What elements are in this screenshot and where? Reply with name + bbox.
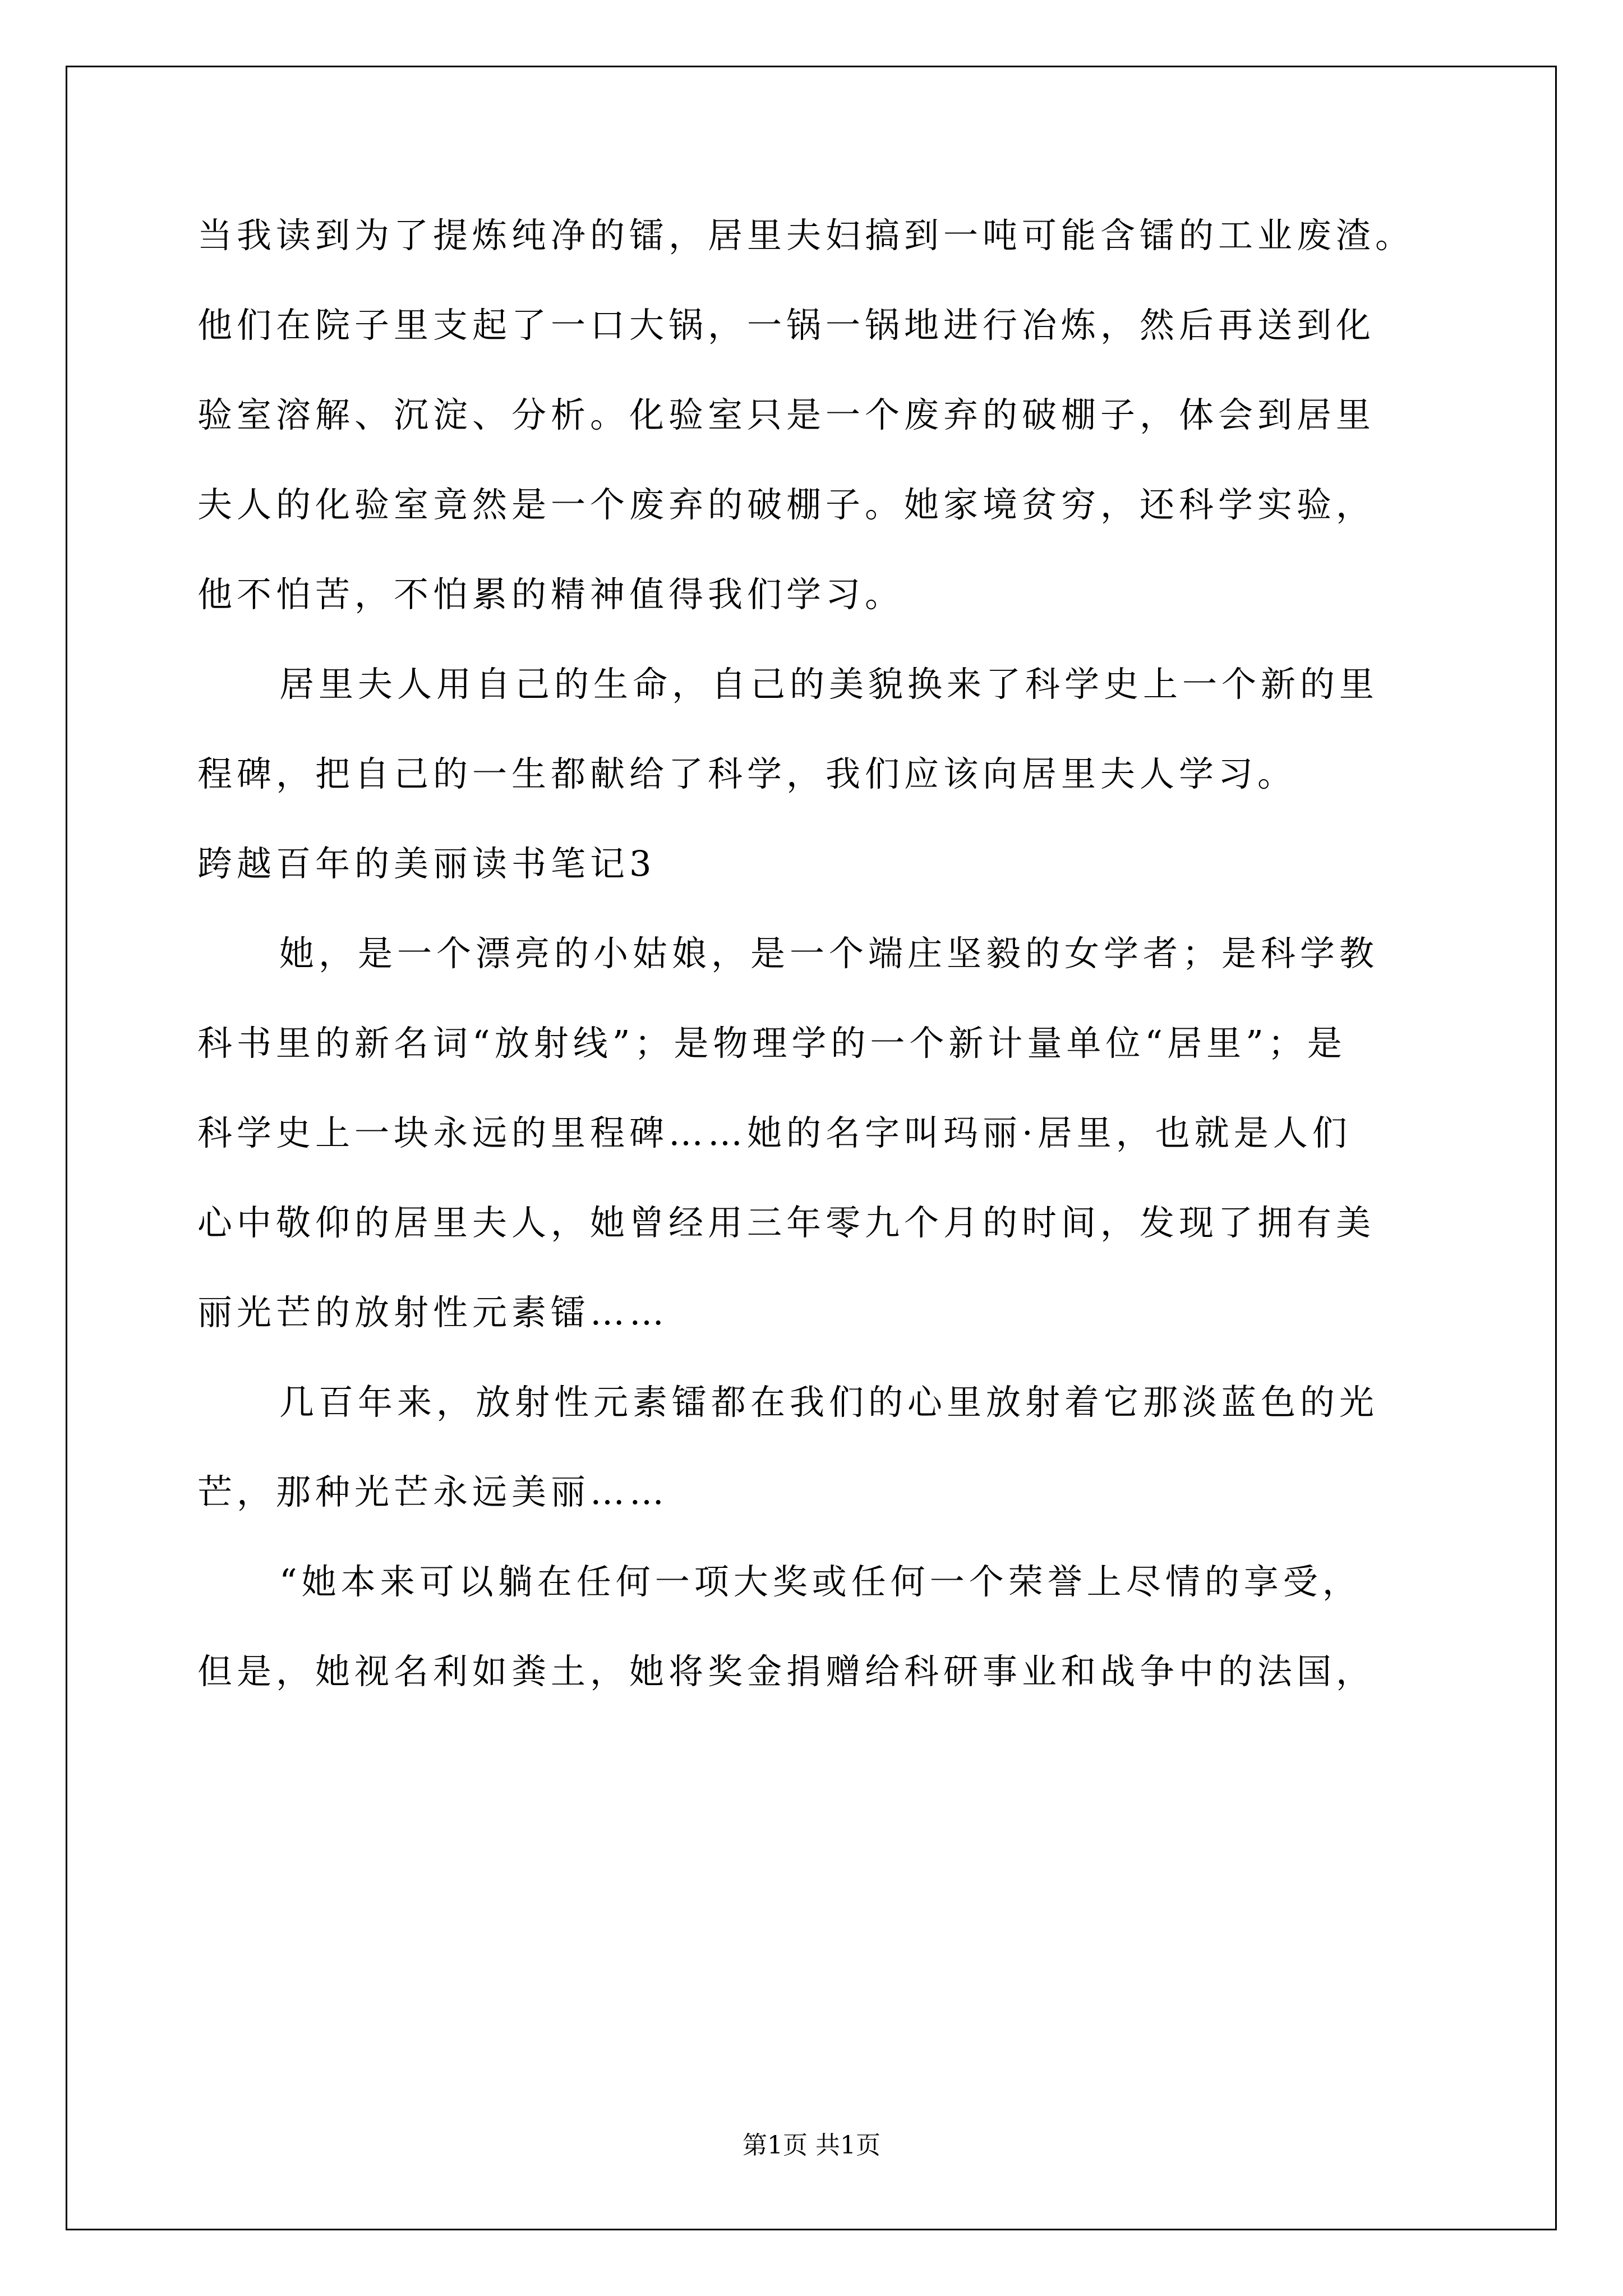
- text-line-15: 芒，那种光芒永远美丽……: [197, 1471, 669, 1512]
- text-line-4: 夫人的化验室竟然是一个废弃的破棚子。她家境贫穷，还科学实验，: [197, 484, 1376, 525]
- text-line-9: 她，是一个漂亮的小姑娘，是一个端庄坚毅的女学者；是科学教: [279, 933, 1379, 974]
- text-line-5: 他不怕苦，不怕累的精神值得我们学习。: [197, 574, 905, 615]
- text-line-3: 验室溶解、沉淀、分析。化验室只是一个废弃的破棚子，体会到居里: [197, 394, 1376, 435]
- text-line-2: 他们在院子里支起了一口大锅，一锅一锅地进行冶炼，然后再送到化: [197, 305, 1376, 346]
- page-footer: 第1页 共1页: [743, 2131, 880, 2160]
- text-line-13: 丽光芒的放射性元素镭……: [197, 1292, 669, 1333]
- text-line-10: 科书里的新名词“放射线”；是物理学的一个新计量单位“居里”；是: [197, 1023, 1347, 1064]
- text-line-7: 程碑，把自己的一生都献给了科学，我们应该向居里夫人学习。: [197, 753, 1297, 794]
- text-line-12: 心中敬仰的居里夫人，她曾经用三年零九个月的时间，发现了拥有美: [197, 1202, 1376, 1243]
- text-line-11: 科学史上一块永远的里程碑……她的名字叫玛丽·居里，也就是人们: [197, 1112, 1352, 1153]
- text-line-14: 几百年来，放射性元素镭都在我们的心里放射着它那淡蓝色的光: [279, 1382, 1379, 1423]
- text-line-17: 但是，她视名利如粪土，她将奖金捐赠给科研事业和战争中的法国，: [197, 1651, 1376, 1692]
- text-line-16: “她本来可以躺在任何一项大奖或任何一个荣誉上尽情的享受，: [279, 1561, 1362, 1602]
- text-line-1: 当我读到为了提炼纯净的镭，居里夫妇搞到一吨可能含镭的工业废渣。: [197, 215, 1415, 256]
- text-line-6: 居里夫人用自己的生命，自己的美貌换来了科学史上一个新的里: [279, 664, 1379, 705]
- document-body: [197, 191, 1482, 1717]
- section-heading: 跨越百年的美丽读书笔记3: [197, 843, 656, 884]
